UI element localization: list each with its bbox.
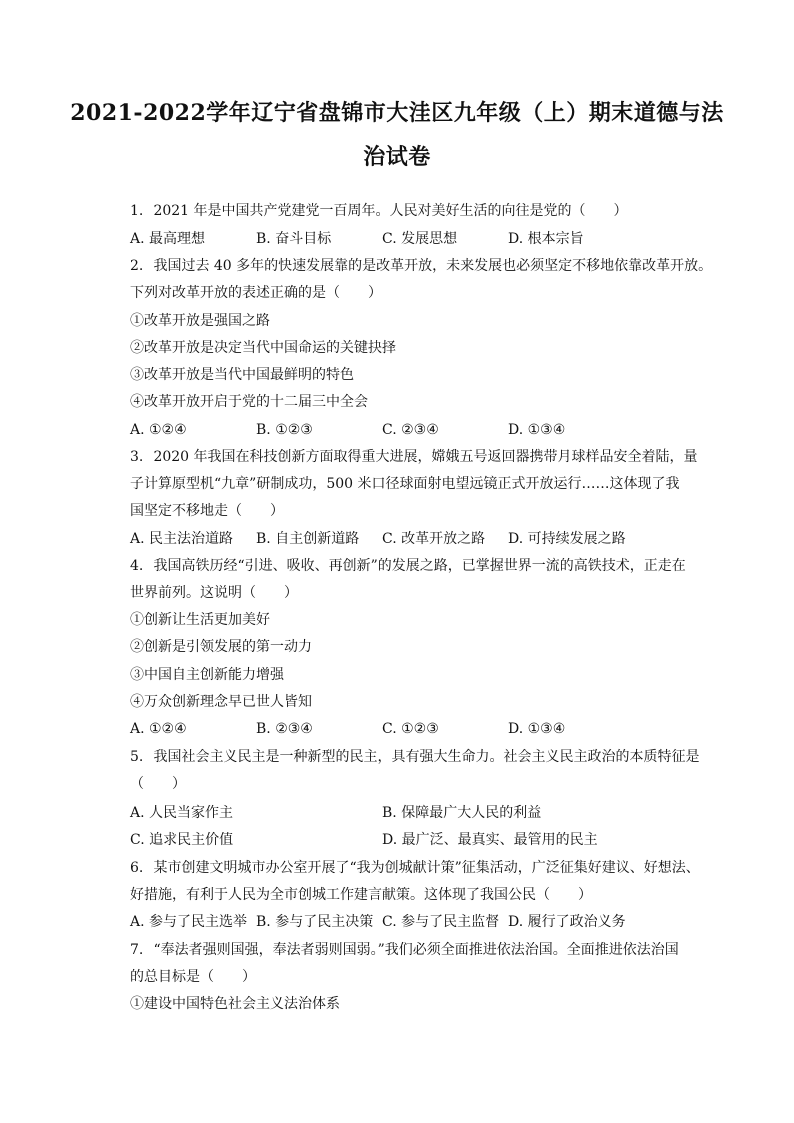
question-4-statement-3: ③中国自主创新能力增强 xyxy=(130,667,284,683)
question-6-options xyxy=(130,909,695,936)
question-1-stem: 1. 2021 年是中国共产党建党一百周年。人民对美好生活的向往是党的（ ） xyxy=(130,198,628,225)
question-2-stem-cont: 下列对改革开放的表述正确的是（ ） xyxy=(130,285,382,301)
question-3-stem-cont: 子计算原型机“九章”研制成功，500 米口径球面射电望远镜正式开放运行……这体现了我 xyxy=(130,476,680,492)
question-7-statement-1: ①建设中国特色社会主义法治体系 xyxy=(130,996,340,1012)
question-4-options xyxy=(130,716,695,743)
option-d[interactable]: D. ①③④ xyxy=(508,422,566,438)
option-c[interactable]: C. 改革开放之路 xyxy=(382,531,486,547)
question-6-stem: 6. 某市创建文明城市办公室开展了“我为创城献计策”征集活动，广泛征集好建议、好想法、 xyxy=(130,855,700,882)
option-c[interactable]: C. 追求民主价值 xyxy=(130,832,234,848)
question-number: 5. xyxy=(130,749,144,765)
question-2-statement-2: ②改革开放是决定当代中国命运的关键抉择 xyxy=(130,340,396,356)
question-4-statement-2: ②创新是引领发展的第一动力 xyxy=(130,639,312,655)
question-2-stem: 2. 我国过去 40 多年的快速发展靠的是改革开放，未来发展也必须坚定不移地依靠改革开放。 xyxy=(130,253,712,280)
question-5-options-row-1 xyxy=(130,800,695,827)
question-2-statement-1: ①改革开放是强国之路 xyxy=(130,313,270,329)
question-5-stem-cont: （ ） xyxy=(130,776,186,792)
question-5-options-row-2 xyxy=(130,827,695,854)
option-c[interactable]: C. ①②③ xyxy=(382,721,439,737)
option-b[interactable]: B. 保障最广大人民的利益 xyxy=(382,805,542,821)
option-c[interactable]: C. 参与了民主监督 xyxy=(382,914,500,930)
option-a[interactable]: A. ①②④ xyxy=(130,422,187,438)
option-d[interactable]: D. 履行了政治义务 xyxy=(508,914,626,930)
question-2-options xyxy=(130,417,695,444)
question-number: 3. xyxy=(130,449,144,465)
question-1-options xyxy=(130,226,695,253)
question-6-stem-cont: 好措施，有利于人民为全市创城工作建言献策。这体现了我国公民（ ） xyxy=(130,887,592,903)
option-b[interactable]: B. 参与了民主决策 xyxy=(256,914,374,930)
option-a[interactable]: A. 民主法治道路 xyxy=(130,531,234,547)
option-b[interactable]: B. ①②③ xyxy=(256,422,313,438)
question-number: 2. xyxy=(130,258,144,274)
question-3-stem: 3. 2020 年我国在科技创新方面取得重大进展，嫦娥五号返回器携带月球样品安全着陆，量 xyxy=(130,444,698,471)
exam-title-line-1: 2021-2022学年辽宁省盘锦市大洼区九年级（上）期末道德与法 xyxy=(70,100,724,126)
question-4-stem: 4. 我国高铁历经“引进、吸收、再创新”的发展之路，已掌握世界一流的高铁技术，正走在 xyxy=(130,553,686,580)
option-a[interactable]: A. 参与了民主选举 xyxy=(130,914,248,930)
option-d[interactable]: D. 根本宗旨 xyxy=(508,231,584,247)
option-d[interactable]: D. 可持续发展之路 xyxy=(508,531,626,547)
question-3-stem-cont: 国坚定不移地走（ ） xyxy=(130,503,284,519)
option-a[interactable]: A. 最高理想 xyxy=(130,231,206,247)
question-number: 4. xyxy=(130,558,144,574)
question-number: 7. xyxy=(130,942,144,958)
option-a[interactable]: A. 人民当家作主 xyxy=(130,805,234,821)
question-3-options xyxy=(130,526,695,553)
option-b[interactable]: B. ②③④ xyxy=(256,721,313,737)
question-7-stem-cont: 的总目标是（ ） xyxy=(130,969,256,985)
option-d[interactable]: D. ①③④ xyxy=(508,721,566,737)
question-4-statement-4: ④万众创新理念早已世人皆知 xyxy=(130,694,312,710)
question-7-stem: 7. “奉法者强则国强，奉法者弱则国弱。”我们必须全面推进依法治国。全面推进依法治国 xyxy=(130,937,679,964)
question-2-statement-4: ④改革开放开启于党的十二届三中全会 xyxy=(130,394,368,410)
option-c[interactable]: C. 发展思想 xyxy=(382,231,458,247)
option-b[interactable]: B. 奋斗目标 xyxy=(256,231,332,247)
question-2-statement-3: ③改革开放是当代中国最鲜明的特色 xyxy=(130,367,354,383)
question-5-stem: 5. 我国社会主义民主是一种新型的民主，具有强大生命力。社会主义民主政治的本质特征是 xyxy=(130,744,699,771)
question-4-statement-1: ①创新让生活更加美好 xyxy=(130,612,270,628)
option-a[interactable]: A. ①②④ xyxy=(130,721,187,737)
option-b[interactable]: B. 自主创新道路 xyxy=(256,531,360,547)
question-number: 1. xyxy=(130,203,144,219)
option-c[interactable]: C. ②③④ xyxy=(382,422,439,438)
question-number: 6. xyxy=(130,860,144,876)
option-d[interactable]: D. 最广泛、最真实、最管用的民主 xyxy=(382,832,598,848)
question-4-stem-cont: 世界前列。这说明（ ） xyxy=(130,585,298,601)
exam-title-line-2: 治试卷 xyxy=(363,144,431,170)
